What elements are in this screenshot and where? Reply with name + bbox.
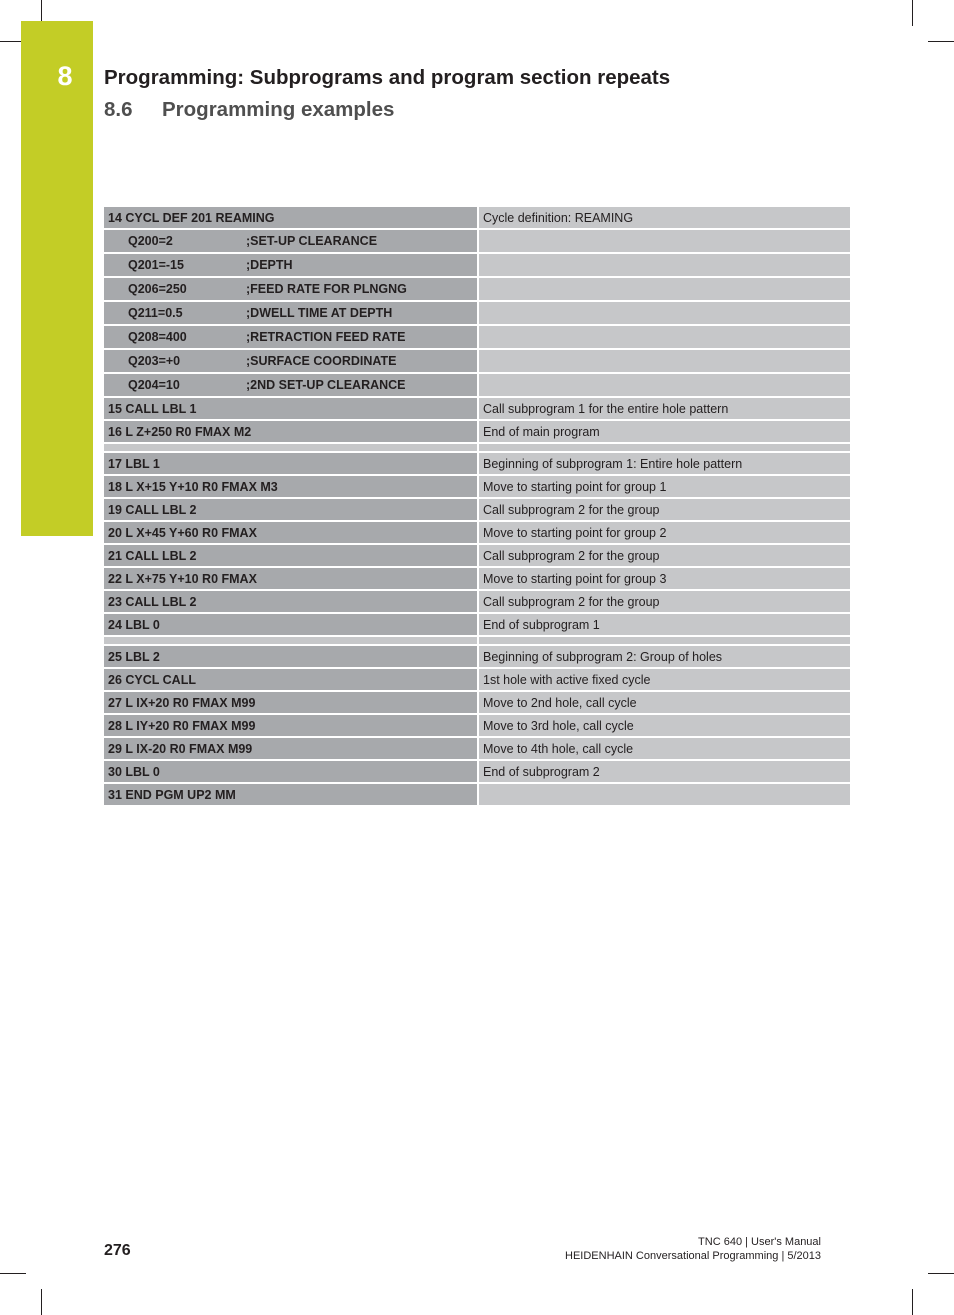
program-row [104,326,850,350]
nc-block-cell: 30 LBL 0 [104,761,479,784]
program-row [104,738,850,761]
parameter-value: Q201=-15 [128,258,184,272]
description-cell: Move to starting point for group 3 [479,568,850,591]
crop-mark [41,1289,42,1315]
description-cell [479,326,850,350]
cycle-parameter-cell [104,326,479,350]
nc-block-cell: 21 CALL LBL 2 [104,545,479,568]
spacer-row [104,637,850,646]
spacer-cell [104,444,479,453]
crop-mark [0,1273,26,1274]
cycle-parameter-cell [104,254,479,278]
crop-mark [928,41,954,42]
cycle-parameter-cell [104,230,479,254]
section-title [104,98,394,122]
program-row [104,207,850,230]
nc-block-cell: 26 CYCL CALL [104,669,479,692]
parameter-value: Q208=400 [128,330,187,344]
description-cell: End of main program [479,421,850,444]
parameter-comment: ;FEED RATE FOR PLNGNG [246,282,407,296]
description-cell: Call subprogram 2 for the group [479,545,850,568]
crop-mark [912,1289,913,1315]
cycle-parameter-cell [104,350,479,374]
parameter-comment: ;DEPTH [246,258,293,272]
program-row [104,254,850,278]
description-cell [479,374,850,398]
program-row [104,669,850,692]
description-cell: End of subprogram 1 [479,614,850,637]
description-cell: Move to 2nd hole, call cycle [479,692,850,715]
cycle-parameter-cell [104,278,479,302]
spacer-row [104,444,850,453]
program-row [104,761,850,784]
parameter-comment: ;2ND SET-UP CLEARANCE [246,378,406,392]
description-cell [479,254,850,278]
description-cell: Move to 4th hole, call cycle [479,738,850,761]
description-cell [479,230,850,254]
description-cell: Call subprogram 2 for the group [479,591,850,614]
description-cell: Move to starting point for group 1 [479,476,850,499]
program-row [104,374,850,398]
parameter-comment: ;DWELL TIME AT DEPTH [246,306,393,320]
parameter-value: Q200=2 [128,234,173,248]
description-cell: Move to starting point for group 2 [479,522,850,545]
description-cell: Move to 3rd hole, call cycle [479,715,850,738]
program-row [104,646,850,669]
nc-block-cell: 22 L X+75 Y+10 R0 FMAX [104,568,479,591]
footer [565,1235,821,1263]
footer-publication: HEIDENHAIN Conversational Programming | 5/2013 [565,1250,821,1262]
spacer-cell [479,444,850,453]
program-row [104,522,850,545]
description-cell [479,302,850,326]
description-cell [479,278,850,302]
description-cell: End of subprogram 2 [479,761,850,784]
program-row [104,784,850,807]
program-row [104,476,850,499]
description-cell: Call subprogram 2 for the group [479,499,850,522]
nc-block-cell: 23 CALL LBL 2 [104,591,479,614]
nc-block-cell: 29 L IX-20 R0 FMAX M99 [104,738,479,761]
crop-mark [912,0,913,26]
spacer-cell [104,637,479,646]
program-row [104,398,850,421]
chapter-tab [21,21,93,536]
description-cell: Beginning of subprogram 2: Group of holes [479,646,850,669]
program-row [104,453,850,476]
nc-block-cell: 31 END PGM UP2 MM [104,784,479,807]
description-cell: Beginning of subprogram 1: Entire hole pattern [479,453,850,476]
program-row [104,591,850,614]
parameter-comment: ;SURFACE COORDINATE [246,354,397,368]
program-row [104,568,850,591]
chapter-title: Programming: Subprograms and program section repeats [104,66,671,89]
program-row [104,278,850,302]
section-number: 8.6 [104,98,133,121]
program-row [104,421,850,444]
program-row [104,302,850,326]
program-row [104,230,850,254]
nc-block-cell: 24 LBL 0 [104,614,479,637]
nc-block-cell: 19 CALL LBL 2 [104,499,479,522]
program-row [104,692,850,715]
parameter-value: Q203=+0 [128,354,181,368]
crop-mark [928,1273,954,1274]
description-cell [479,350,850,374]
description-cell: Call subprogram 1 for the entire hole pattern [479,398,850,421]
cycle-parameter-cell [104,374,479,398]
spacer-cell [479,637,850,646]
parameter-value: Q211=0.5 [128,306,183,320]
nc-block-cell: 25 LBL 2 [104,646,479,669]
nc-block-cell: 20 L X+45 Y+60 R0 FMAX [104,522,479,545]
program-row [104,350,850,374]
nc-block-cell: 27 L IX+20 R0 FMAX M99 [104,692,479,715]
section-title-text: Programming examples [162,98,395,121]
nc-block-cell: 16 L Z+250 R0 FMAX M2 [104,421,479,444]
description-cell: 1st hole with active fixed cycle [479,669,850,692]
cycle-parameter-cell [104,302,479,326]
parameter-comment: ;SET-UP CLEARANCE [246,234,378,248]
nc-block-cell: 17 LBL 1 [104,453,479,476]
chapter-number: 8 [57,61,73,91]
description-cell: Cycle definition: REAMING [479,207,850,230]
parameter-value: Q206=250 [128,282,187,296]
nc-block-cell: 14 CYCL DEF 201 REAMING [104,207,479,230]
parameter-comment: ;RETRACTION FEED RATE [246,330,406,344]
nc-block-cell: 18 L X+15 Y+10 R0 FMAX M3 [104,476,479,499]
program-row [104,545,850,568]
page-number: 276 [104,1242,131,1259]
nc-block-cell: 28 L IY+20 R0 FMAX M99 [104,715,479,738]
program-listing-table [104,207,850,807]
program-row [104,614,850,637]
program-row [104,715,850,738]
description-cell [479,784,850,807]
nc-block-cell: 15 CALL LBL 1 [104,398,479,421]
footer-manual-title: TNC 640 | User's Manual [698,1236,821,1248]
parameter-value: Q204=10 [128,378,180,392]
program-row [104,499,850,522]
